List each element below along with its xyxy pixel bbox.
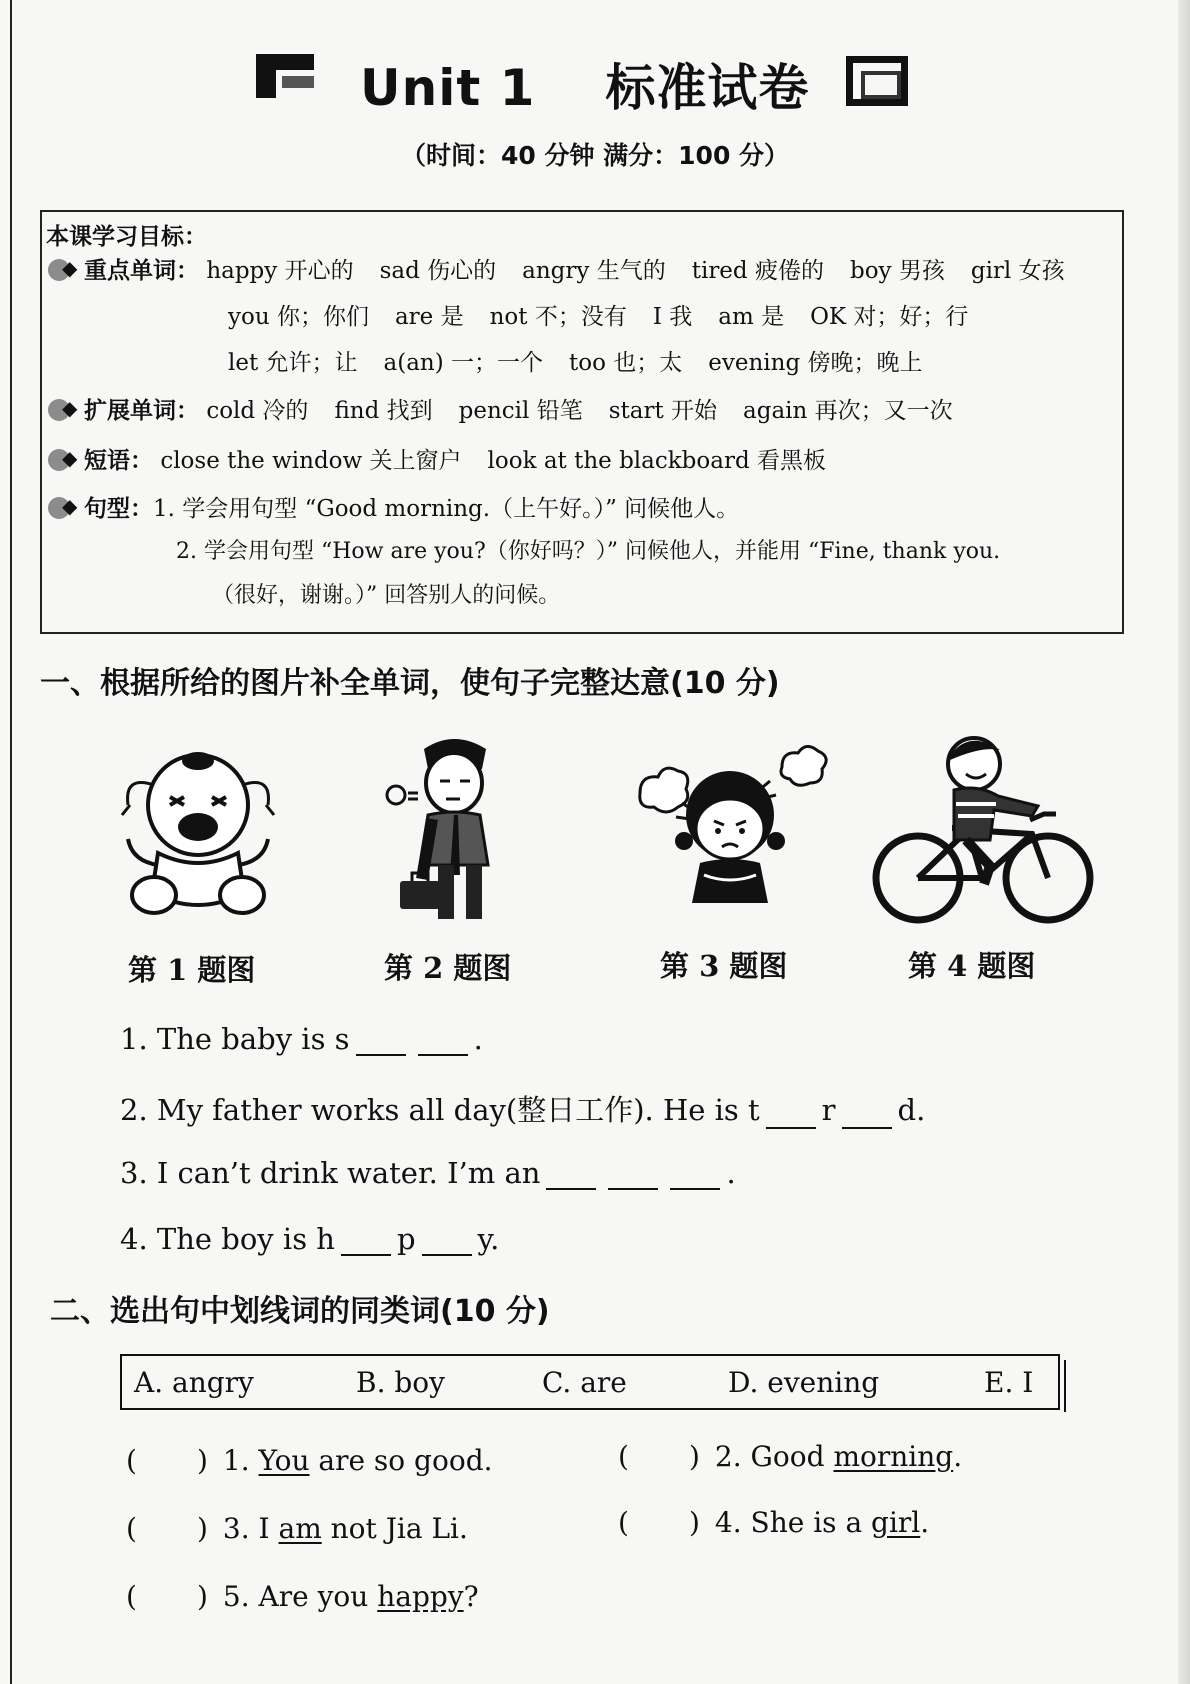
question-text: . [473, 1022, 483, 1056]
question-1-1 [120, 1022, 483, 1056]
key-word: evening 傍晚；晚上 [708, 350, 923, 376]
question-1-3 [120, 1156, 736, 1190]
section-1-title: 一、根据所给的图片补全单词，使句子完整达意(10 分) [40, 666, 780, 701]
answer-bracket[interactable]: ( ) [126, 1444, 208, 1477]
section-2-title: 二、选出句中划线词的同类词(10 分) [50, 1294, 550, 1329]
crying-baby-picture [118, 745, 278, 925]
title-english: Unit 1 [360, 59, 536, 117]
title-corner-right-icon [846, 56, 908, 106]
question-number: 4. [714, 1506, 742, 1539]
key-word: a(an) 一；一个 [383, 350, 544, 376]
sentences-label: 句型： [84, 496, 153, 522]
key-word: happy 开心的 [206, 258, 354, 284]
underlined-word: morning [833, 1440, 954, 1473]
extended-words-row [48, 392, 979, 425]
underlined-word: am [278, 1512, 322, 1545]
answer-bracket[interactable]: ( ) [126, 1512, 208, 1545]
key-word: too 也；太 [569, 350, 683, 376]
underlined-word: You [258, 1444, 310, 1477]
answer-bracket[interactable]: ( ) [618, 1440, 700, 1473]
goals-heading: 本课学习目标： [46, 224, 207, 250]
choice-question-3 [126, 1512, 468, 1545]
question-text: She is a [750, 1506, 872, 1539]
diamond-bullet-icon [48, 399, 84, 421]
key-words-row-3 [228, 344, 949, 377]
question-text: . [726, 1156, 736, 1190]
exam-time-score: （时间：40 分钟 满分：100 分） [400, 141, 790, 170]
boy-on-bike-picture [870, 728, 1100, 928]
diamond-bullet-icon [48, 259, 84, 281]
question-number: 1. [222, 1444, 250, 1477]
key-word: angry 生气的 [522, 258, 666, 284]
question-text: 1. The baby is s [120, 1022, 350, 1056]
diamond-bullet-icon [48, 497, 84, 519]
question-number: 3. [222, 1512, 250, 1545]
picture-caption-3: 第 3 题图 [660, 949, 788, 983]
key-words-row-2 [228, 298, 994, 331]
title-chinese: 标准试卷 [605, 59, 810, 117]
key-word: you 你；你们 [228, 304, 369, 330]
picture-caption-4: 第 4 题图 [908, 949, 1036, 983]
phrases-row [48, 442, 852, 475]
sentence-goal-1: 1. 学会用句型 “Good morning.（上午好。）” 问候他人。 [153, 496, 740, 522]
choice-question-2 [618, 1440, 962, 1473]
question-text: Good [750, 1440, 834, 1473]
phrases-label: 短语： [84, 448, 153, 474]
answer-blank[interactable] [341, 1228, 391, 1256]
key-word: not 不；没有 [489, 304, 627, 330]
option-d: D. evening [728, 1366, 880, 1399]
key-word: let 允许；让 [228, 350, 358, 376]
key-word: are 是 [394, 304, 464, 330]
title-corner-left-icon [256, 54, 316, 98]
key-words-row [48, 252, 1091, 285]
answer-blank[interactable] [670, 1162, 720, 1190]
picture-caption-2: 第 2 题图 [384, 951, 512, 985]
extended-word: find 找到 [334, 398, 433, 424]
answer-blank[interactable] [418, 1028, 468, 1056]
key-word: tired 疲倦的 [691, 258, 824, 284]
title-row [0, 48, 1190, 118]
key-word: am 是 [718, 304, 785, 330]
question-text: 4. The boy is h [120, 1222, 335, 1256]
extended-words-label: 扩展单词： [84, 398, 199, 424]
extended-word: again 再次；又一次 [743, 398, 953, 424]
answer-blank[interactable] [608, 1162, 658, 1190]
phrase: look at the blackboard 看黑板 [487, 448, 826, 474]
question-text: . [920, 1506, 930, 1539]
sentence-goal-2-cont: （很好，谢谢。）” 回答别人的问候。 [212, 583, 561, 608]
question-text: 2. My father works all day(整日工作). He is t [120, 1093, 760, 1127]
question-number: 5. [222, 1580, 250, 1613]
question-text: I [258, 1512, 279, 1545]
choice-question-1 [126, 1444, 493, 1477]
diamond-bullet-icon [48, 449, 84, 471]
learning-goals-box [40, 210, 1124, 634]
key-word: OK 对；好；行 [810, 304, 969, 330]
question-text: Are you [258, 1580, 378, 1613]
question-text: are so good. [309, 1444, 493, 1477]
option-c: C. are [542, 1366, 627, 1399]
answer-blank[interactable] [356, 1028, 406, 1056]
choice-question-5 [126, 1580, 479, 1613]
option-b: B. boy [356, 1366, 445, 1399]
extended-word: start 开始 [608, 398, 718, 424]
sentence-goal-2: 2. 学会用句型 “How are you?（你好吗？）” 问候他人，并能用 “Fine, thank you. [176, 539, 1001, 564]
question-text: d. [897, 1093, 926, 1127]
answer-blank[interactable] [842, 1101, 892, 1129]
question-number: 2. [714, 1440, 742, 1473]
question-text: y. [477, 1222, 500, 1256]
answer-blank[interactable] [422, 1228, 472, 1256]
question-text: not Jia Li. [321, 1512, 468, 1545]
page-title [360, 48, 809, 120]
extended-word: pencil 铅笔 [458, 398, 583, 424]
underlined-word: girl [871, 1506, 921, 1539]
answer-blank[interactable] [546, 1162, 596, 1190]
page-edge-shadow [1178, 0, 1190, 1684]
answer-blank[interactable] [766, 1101, 816, 1129]
question-text: 3. I can’t drink water. I’m an [120, 1156, 541, 1190]
question-1-2 [120, 1088, 925, 1129]
answer-bracket[interactable]: ( ) [618, 1506, 700, 1539]
phrase: close the window 关上窗户 [160, 448, 462, 474]
underlined-word: happy [377, 1580, 464, 1613]
angry-girl-picture [630, 745, 830, 915]
question-text: r [821, 1093, 836, 1127]
answer-bracket[interactable]: ( ) [126, 1580, 208, 1613]
key-word: I 我 [652, 304, 693, 330]
question-text: ? [463, 1580, 479, 1613]
choice-question-4 [618, 1506, 929, 1539]
question-1-4 [120, 1222, 499, 1256]
key-word: boy 男孩 [849, 258, 945, 284]
options-box [120, 1354, 1060, 1410]
binding-line [10, 0, 12, 1684]
question-text: . [953, 1440, 963, 1473]
key-words-label: 重点单词： [84, 258, 199, 284]
key-word: sad 伤心的 [379, 258, 497, 284]
question-text: p [396, 1222, 416, 1256]
tired-man-picture [382, 735, 522, 925]
sentences-row [48, 490, 739, 523]
option-e: E. I [984, 1366, 1034, 1399]
option-a: A. angry [134, 1366, 254, 1399]
key-word: girl 女孩 [970, 258, 1065, 284]
extended-word: cold 冷的 [206, 398, 309, 424]
picture-caption-1: 第 1 题图 [128, 953, 256, 987]
